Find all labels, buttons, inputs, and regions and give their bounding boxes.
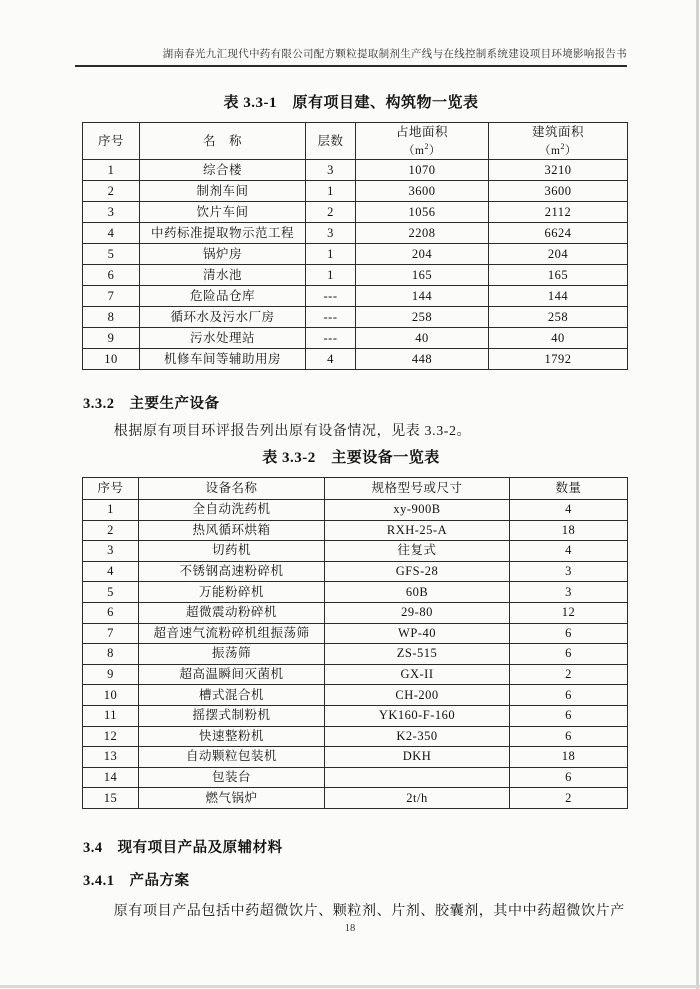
- table-row: [83, 582, 628, 603]
- table-cell: 2208: [356, 223, 489, 244]
- table-cell: 3: [83, 541, 139, 562]
- table-cell: 12: [83, 726, 139, 747]
- table-cell: 往复式: [325, 541, 510, 562]
- table-cell: 165: [489, 265, 628, 286]
- table-row: [83, 349, 628, 370]
- col-header-seq: 序号: [83, 123, 140, 160]
- table-cell: 18: [510, 747, 628, 768]
- col-header-quantity: 数量: [510, 478, 628, 500]
- table-cell: 中药标准提取物示范工程: [140, 223, 306, 244]
- table-cell: 6: [510, 685, 628, 706]
- table-cell: 5: [83, 244, 140, 265]
- table-cell: 5: [83, 582, 139, 603]
- table-cell: 3600: [356, 181, 489, 202]
- table-cell: 制剂车间: [140, 181, 306, 202]
- table-cell: 危险品仓库: [140, 286, 306, 307]
- table-cell: ZS-515: [325, 644, 510, 665]
- running-header-text: 湖南春光九汇现代中药有限公司配方颗粒提取制剂生产线与在线控制系统建设项目环境影响报告书: [162, 49, 627, 60]
- running-header: [75, 0, 627, 67]
- table-cell: 6624: [489, 223, 628, 244]
- table-cell: 1: [83, 500, 139, 521]
- table-cell: ---: [306, 328, 356, 349]
- table-cell: 3: [306, 223, 356, 244]
- table-cell: 6: [83, 602, 139, 623]
- table-row: [83, 644, 628, 665]
- section-heading-332: 3.3.2 主要生产设备: [83, 396, 220, 412]
- table-cell: 10: [83, 685, 139, 706]
- table-cell: 14: [83, 767, 139, 788]
- table-cell: 2t/h: [325, 788, 510, 809]
- table-row: [83, 328, 628, 349]
- table-cell: 1: [306, 265, 356, 286]
- table-cell: 3: [510, 561, 628, 582]
- table-row: [83, 202, 628, 223]
- table-cell: 3600: [489, 181, 628, 202]
- col-header-name: 名 称: [140, 123, 306, 160]
- col-header-land-area: 占地面积 $(m^2)$: [356, 123, 489, 160]
- table-cell: 18: [510, 520, 628, 541]
- table-cell: 2112: [489, 202, 628, 223]
- table-cell: 锅炉房: [140, 244, 306, 265]
- table-cell: 6: [510, 767, 628, 788]
- table-cell: 循环水及污水厂房: [140, 307, 306, 328]
- table-cell: 自动颗粒包装机: [139, 747, 325, 768]
- equipment-table-body: [83, 500, 628, 809]
- table-cell: 7: [83, 286, 140, 307]
- table-row: [83, 685, 628, 706]
- table-cell: 6: [510, 623, 628, 644]
- table-row: [83, 307, 628, 328]
- buildings-table-body: [83, 160, 628, 370]
- buildings-table: [82, 122, 628, 370]
- table-cell: 1: [306, 244, 356, 265]
- equipment-table: [82, 477, 628, 809]
- table-cell: 1056: [356, 202, 489, 223]
- table-row: [83, 726, 628, 747]
- table-cell: 热风循环烘箱: [139, 520, 325, 541]
- table-cell: 40: [489, 328, 628, 349]
- table-cell: 2: [83, 181, 140, 202]
- table1-caption: 表 3.3-1 原有项目建、构筑物一览表: [223, 95, 479, 111]
- col-header-floors: 层数: [306, 123, 356, 160]
- table-cell: 12: [510, 602, 628, 623]
- table-cell: 3: [510, 582, 628, 603]
- table-cell: GFS-28: [325, 561, 510, 582]
- col-header-building-area: 建筑面积 $(m^2)$: [489, 123, 628, 160]
- section-332-paragraph: 根据原有项目环评报告列出原有设备情况，见表 3.3-2。: [113, 424, 472, 439]
- table-cell: 6: [83, 265, 140, 286]
- table-cell: 摇摆式制粉机: [139, 705, 325, 726]
- col-header-equipment-name: 设备名称: [139, 478, 325, 500]
- table-row: [83, 520, 628, 541]
- table-cell: K2-350: [325, 726, 510, 747]
- table-cell: 2: [510, 788, 628, 809]
- table-row: [83, 223, 628, 244]
- table-row: [83, 160, 628, 181]
- table-cell: RXH-25-A: [325, 520, 510, 541]
- scan-edge-right: [696, 0, 699, 989]
- table-cell: 机修车间等辅助用房: [140, 349, 306, 370]
- page-number: 18: [344, 923, 356, 934]
- table-cell: 6: [510, 644, 628, 665]
- table-cell: 2: [306, 202, 356, 223]
- table-cell: 饮片车间: [140, 202, 306, 223]
- table-cell: 204: [356, 244, 489, 265]
- table-cell: 4: [510, 500, 628, 521]
- table-cell: 8: [83, 644, 139, 665]
- table-cell: 7: [83, 623, 139, 644]
- table-cell: 超音速气流粉碎机组振荡筛: [139, 623, 325, 644]
- table-cell: [325, 767, 510, 788]
- table-row: [83, 602, 628, 623]
- table-cell: 15: [83, 788, 139, 809]
- table-cell: 超微震动粉碎机: [139, 602, 325, 623]
- table-cell: CH-200: [325, 685, 510, 706]
- table-cell: 9: [83, 664, 139, 685]
- table-cell: 万能粉碎机: [139, 582, 325, 603]
- table-cell: 切药机: [139, 541, 325, 562]
- table-cell: 144: [489, 286, 628, 307]
- table-cell: 1792: [489, 349, 628, 370]
- table-row: [83, 244, 628, 265]
- table-cell: 3: [83, 202, 140, 223]
- table-cell: 燃气锅炉: [139, 788, 325, 809]
- table-header-row: [83, 123, 628, 160]
- table-cell: 8: [83, 307, 140, 328]
- table-cell: 振荡筛: [139, 644, 325, 665]
- table-cell: 9: [83, 328, 140, 349]
- table-cell: WP-40: [325, 623, 510, 644]
- table-cell: 6: [510, 705, 628, 726]
- table-cell: 2: [510, 664, 628, 685]
- table-header-row: [83, 478, 628, 500]
- table-cell: 4: [83, 561, 139, 582]
- col-header-spec: 规格型号或尺寸: [325, 478, 510, 500]
- table-cell: 448: [356, 349, 489, 370]
- section-34-paragraph: 原有项目产品包括中药超微饮片、颗粒剂、片剂、胶囊剂，其中中药超微饮片产: [113, 903, 625, 919]
- table-cell: 144: [356, 286, 489, 307]
- table-cell: 13: [83, 747, 139, 768]
- table-cell: ---: [306, 286, 356, 307]
- table2-caption: 表 3.3-2 主要设备一览表: [262, 450, 440, 466]
- table-cell: 全自动洗药机: [139, 500, 325, 521]
- table-cell: 1: [306, 181, 356, 202]
- section-heading-34: 3.4 现有项目产品及原辅材料: [83, 839, 283, 856]
- scan-edge-bottom: [0, 985, 700, 988]
- table-cell: 清水池: [140, 265, 306, 286]
- table-row: [83, 747, 628, 768]
- table-cell: 4: [306, 349, 356, 370]
- table-cell: YK160-F-160: [325, 705, 510, 726]
- table-cell: 60B: [325, 582, 510, 603]
- table-cell: 污水处理站: [140, 328, 306, 349]
- table-cell: 258: [489, 307, 628, 328]
- table-cell: 3: [306, 160, 356, 181]
- table-cell: 1070: [356, 160, 489, 181]
- table-cell: 快速整粉机: [139, 726, 325, 747]
- table-row: [83, 561, 628, 582]
- table-row: [83, 500, 628, 521]
- table-cell: 10: [83, 349, 140, 370]
- table-cell: 4: [510, 541, 628, 562]
- table-cell: 包装台: [139, 767, 325, 788]
- table-cell: DKH: [325, 747, 510, 768]
- table-cell: 11: [83, 705, 139, 726]
- table-cell: 1: [83, 160, 140, 181]
- table-cell: GX-II: [325, 664, 510, 685]
- table-row: [83, 664, 628, 685]
- table-cell: 165: [356, 265, 489, 286]
- table-row: [83, 181, 628, 202]
- table-row: [83, 623, 628, 644]
- table-cell: 3210: [489, 160, 628, 181]
- col-header-seq: 序号: [83, 478, 139, 500]
- table-cell: 超高温瞬间灭菌机: [139, 664, 325, 685]
- table-cell: 6: [510, 726, 628, 747]
- table-row: [83, 541, 628, 562]
- table-cell: 4: [83, 223, 140, 244]
- table-cell: 2: [83, 520, 139, 541]
- table-cell: 204: [489, 244, 628, 265]
- table-cell: 不锈钢高速粉碎机: [139, 561, 325, 582]
- table-row: [83, 767, 628, 788]
- table-row: [83, 788, 628, 809]
- table-row: [83, 265, 628, 286]
- table-cell: xy-900B: [325, 500, 510, 521]
- table-cell: 综合楼: [140, 160, 306, 181]
- table-cell: 40: [356, 328, 489, 349]
- table-cell: 槽式混合机: [139, 685, 325, 706]
- table-cell: 258: [356, 307, 489, 328]
- table-row: [83, 286, 628, 307]
- section-heading-341: 3.4.1 产品方案: [83, 872, 190, 889]
- table-row: [83, 705, 628, 726]
- table-cell: 29-80: [325, 602, 510, 623]
- table-cell: ---: [306, 307, 356, 328]
